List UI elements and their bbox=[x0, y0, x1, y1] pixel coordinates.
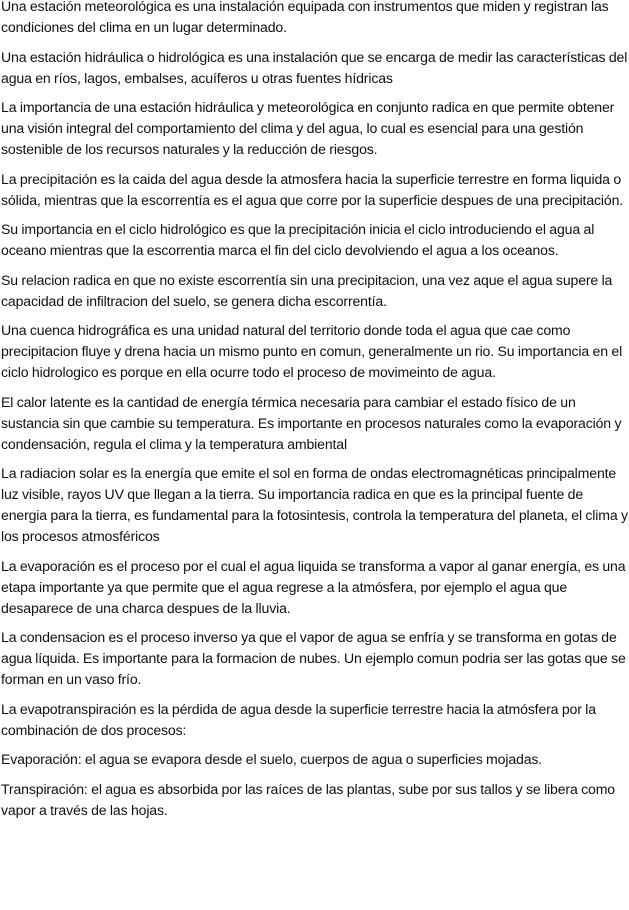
paragraph-cuenca-hidrografica: Una cuenca hidrográfica es una unidad natural del territorio donde toda el agua que cae como precipitacion fluye y drena hacia un mismo punto en comun, generalmente un rio. Su importancia en el ciclo hidrologico es porque en ella ocurre todo el proceso de movimeinto de agua. bbox=[1, 322, 623, 380]
paragraph-evaporacion-proceso: Evaporación: el agua se evapora desde el suelo, cuerpos de agua o superficies mojadas. bbox=[1, 751, 543, 767]
paragraph-evapotranspiracion: La evapotranspiración es la pérdida de agua desde la superficie terrestre hacia la atmósfera por la combinación de dos procesos: bbox=[1, 700, 596, 738]
paragraph-precipitacion: La precipitación es la caida del agua desde la atmosfera hacia la superficie terrestre en forma liquida o sólida, mientras que la escorrentía es el agua que corre por la superficie despues de una precipitación. bbox=[1, 170, 624, 208]
paragraph-calor-latente: El calor latente es la cantidad de energía térmica necesaria para cambiar el estado físico de un sustancia sin que cambie su temperatura. Es importante en procesos naturales como la evaporación y condensación, regula el clima y la temperatura ambiental bbox=[1, 393, 622, 452]
paragraph-estacion-hidraulica: Una estación hidráulica o hidrológica es una instalación que se encarga de medir las características del agua en ríos, lagos, embalses, acuíferos u otras fuentes hídricas bbox=[1, 48, 628, 86]
paragraph-importancia-ciclo: Su importancia en el ciclo hidrológico es que la precipitación inicia el ciclo introduciendo el agua al oceano mientras que la escorrentia marca el fin del ciclo devolviendo el agua a los oceanos. bbox=[1, 221, 595, 258]
paragraph-radiacion-solar: La radiacion solar es la energía que emite el sol en forma de ondas electromagnéticas principalmente luz visible, rayos UV que llegan a la tierra. Su importancia radica en que es la principal fuente de energia para la tierra, es fundamental para la fotosintesis, controla la temperatura del planeta, el clima y los procesos atmosféricos bbox=[1, 465, 628, 544]
paragraph-relacion: Su relacion radica en que no existe escorrentía sin una precipitacion, una vez aque el agua supere la capacidad de infiltracion del suelo, se genera dicha escorrentía. bbox=[1, 271, 613, 309]
paragraph-condensacion: La condensacion es el proceso inverso ya que el vapor de agua se enfría y se transforma en gotas de agua líquida. Es importante para la formacion de nubes. Un ejemplo comun podria ser las gotas que se forman en un vaso frío. bbox=[1, 629, 626, 687]
paragraph-transpiracion: Transpiración: el agua es absorbida por las raíces de las plantas, sube por sus tallos y se libera como vapor a través de las hojas. bbox=[1, 780, 615, 818]
paragraph-estacion-meteorologica: Una estación meteorológica es una instalación equipada con instrumentos que miden y registran las condiciones del clima en un lugar determinado. bbox=[1, 0, 609, 35]
paragraph-importancia-estaciones: La importancia de una estación hidráulica y meteorológica en conjunto radica en que permite obtener una visión integral del comportamiento del clima y del agua, lo cual es esencial para una gestión sostenible de los recursos naturales y la reducción de riesgos. bbox=[1, 99, 615, 157]
paragraph-evaporacion: La evaporación es el proceso por el cual el agua liquida se transforma a vapor al ganar energía, es una etapa importante ya que permite que el agua regrese a la atmósfera, por ejemplo el agua que desaparece de una charca despues de la lluvia. bbox=[1, 557, 626, 616]
